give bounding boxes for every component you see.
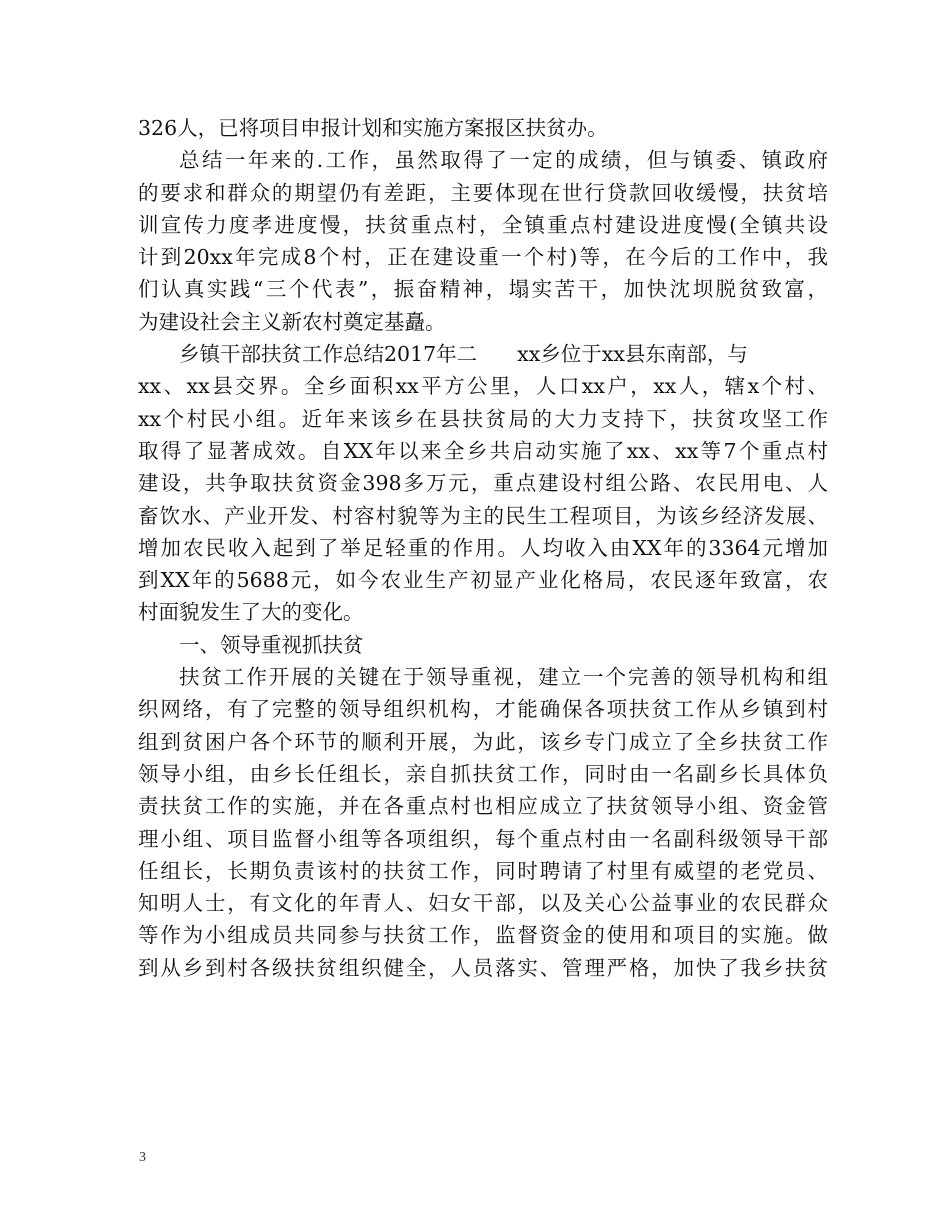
text-line [138, 338, 828, 370]
page-number: 3 [139, 1150, 146, 1165]
text-line: 责扶贫工作的实施，并在各重点村也相应成立了扶贫领导小组、资金管 [138, 794, 828, 819]
text-line: 到XX年的5688元，如今农业生产初显产业化格局，农民逐年致富，农 [138, 568, 828, 593]
text-line: 为建设社会主义新农村奠定基矗。 [138, 309, 446, 334]
text-line: 任组长，长期负责该村的扶贫工作，同时聘请了村里有威望的老党员、 [138, 858, 828, 883]
text-line: 们认真实践“三个代表”，振奋精神，塌实苦干，加快沈坝脱贫致富， [138, 277, 828, 302]
section-title-inline: 乡镇干部扶贫工作总结2017年二 [179, 342, 478, 367]
text-line: 建设，共争取扶贫资金398多万元，重点建设村组公路、农民用电、人 [138, 471, 828, 496]
text-line: 训宣传力度孝进度慢，扶贫重点村，全镇重点村建设进度慢(全镇共设 [138, 212, 828, 237]
text-line: 增加农民收入起到了举足轻重的作用。人均收入由XX年的3364元增加 [138, 535, 828, 560]
section-heading: 一、领导重视抓扶贫 [179, 632, 364, 657]
text-line: 知明人士，有文化的年青人、妇女干部，以及关心公益事业的农民群众 [138, 891, 828, 916]
text-line: 等作为小组成员共同参与扶贫工作，监督资金的使用和项目的实施。做 [138, 923, 828, 948]
text-fragment: xx乡位于xx县东南部，与 [517, 342, 748, 367]
text-line: 领导小组，由乡长任组长，亲自抓扶贫工作，同时由一名副乡长具体负 [138, 761, 828, 786]
text-line: 织网络，有了完整的领导组织机构，才能确保各项扶贫工作从乡镇到村 [138, 697, 828, 722]
text-line: 扶贫工作开展的关键在于领导重视，建立一个完善的领导机构和组 [179, 665, 828, 690]
text-line: 组到贫困户各个环节的顺利开展，为此，该乡专门成立了全乡扶贫工作 [138, 729, 828, 754]
text-line: 村面貌发生了大的变化。 [138, 600, 364, 625]
text-line: 畜饮水、产业开发、村容村貌等为主的民生工程项目，为该乡经济发展、 [138, 503, 828, 528]
text-line: xx、xx县交界。全乡面积xx平方公里，人口xx户，xx人，辖x个村、 [138, 374, 828, 399]
text-line: 总结一年来的.工作，虽然取得了一定的成绩，但与镇委、镇政府 [179, 148, 828, 173]
text-line: 理小组、项目监督小组等各项组织，每个重点村由一名副科级领导干部 [138, 826, 828, 851]
text-line: 计到20xx年完成8个村，正在建设重一个村)等，在今后的工作中，我 [138, 245, 828, 270]
body-text [138, 112, 828, 984]
text-line: 到从乡到村各级扶贫组织健全，人员落实、管理严格，加快了我乡扶贫 [138, 955, 828, 980]
text-line: 取得了显著成效。自XX年以来全乡共启动实施了xx、xx等7个重点村 [138, 438, 828, 463]
text-line: xx个村民小组。近年来该乡在县扶贫局的大力支持下，扶贫攻坚工作 [138, 406, 828, 431]
text-line: 326人，已将项目申报计划和实施方案报区扶贫办。 [138, 116, 608, 140]
text-line: 的要求和群众的期望仍有差距，主要体现在世行贷款回收缓慢，扶贫培 [138, 180, 828, 205]
